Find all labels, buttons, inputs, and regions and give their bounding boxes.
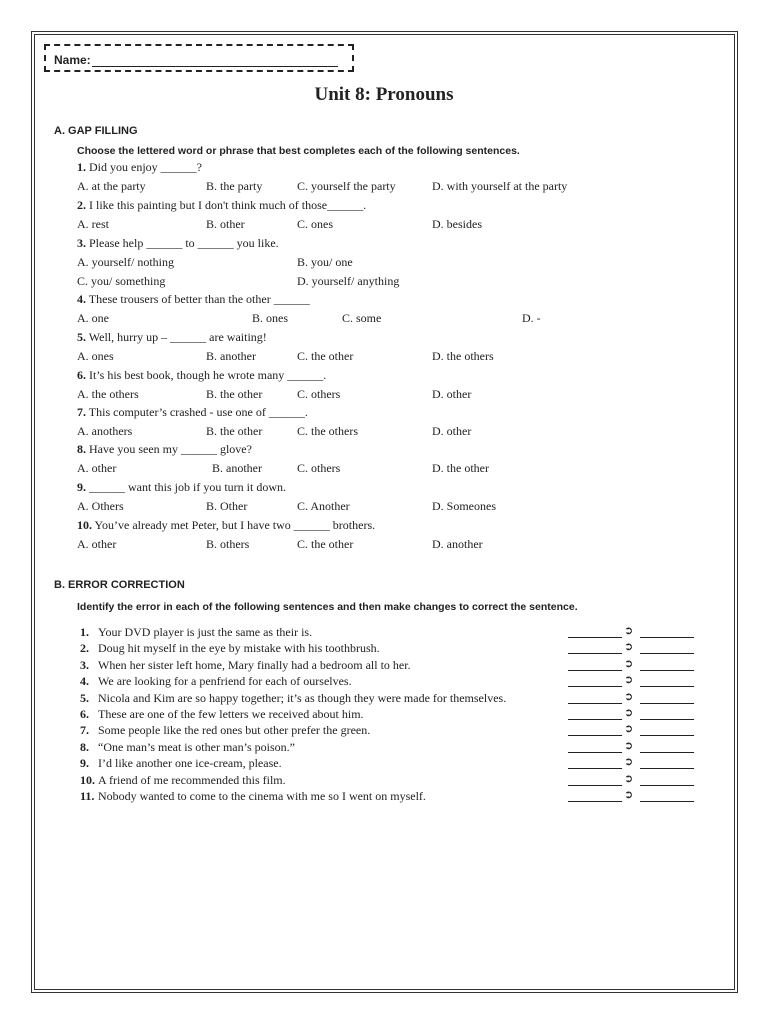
page-border-inner — [34, 34, 735, 990]
item-text: A friend of me recommended this film. — [98, 773, 286, 787]
name-box — [44, 44, 354, 72]
question-4 — [77, 292, 310, 307]
error-item-6 — [80, 707, 364, 722]
item-number: 5. — [80, 691, 89, 705]
item-number: 1. — [80, 625, 89, 639]
correction-blank[interactable] — [640, 785, 694, 786]
option-a[interactable]: A. ones — [77, 349, 114, 363]
correction-blank[interactable] — [640, 768, 694, 769]
item-text: Nobody wanted to come to the cinema with me so I went on myself. — [98, 789, 426, 803]
option-b[interactable]: B. Other — [206, 499, 248, 513]
error-item-10 — [80, 773, 286, 788]
error-item-8 — [80, 740, 295, 755]
error-blank[interactable] — [568, 801, 622, 802]
error-item-7 — [80, 723, 370, 738]
item-number: 2. — [80, 641, 89, 655]
item-text: “One man’s meat is other man’s poison.” — [98, 740, 295, 754]
answer-blanks — [568, 659, 694, 671]
question-1 — [77, 160, 202, 175]
correction-blank[interactable] — [640, 719, 694, 720]
question-number: 4. — [77, 292, 86, 306]
question-text: You’ve already met Peter, but I have two ______ brothers. — [92, 518, 376, 532]
page-title: Unit 8: Pronouns — [314, 84, 454, 105]
error-item-11 — [80, 789, 426, 804]
answer-blanks — [568, 741, 694, 753]
question-number: 10. — [77, 518, 92, 532]
error-blank[interactable] — [568, 670, 622, 671]
arrow-icon: ➲ — [624, 706, 634, 719]
option-c[interactable]: C. others — [297, 461, 341, 475]
name-input-line[interactable] — [92, 66, 338, 67]
error-blank[interactable] — [568, 719, 622, 720]
option-a[interactable]: A. at the party — [77, 179, 146, 193]
option-b[interactable]: B. you/ one — [297, 255, 353, 269]
question-text: I like this painting but I don't think much of those______. — [86, 198, 367, 212]
option-c[interactable]: C. ones — [297, 217, 333, 231]
option-d[interactable]: D. the other — [432, 461, 489, 475]
option-b[interactable]: B. another — [206, 349, 256, 363]
error-item-2 — [80, 641, 380, 656]
option-d[interactable]: D. another — [432, 537, 483, 551]
question-8 — [77, 442, 252, 457]
section-b-instruction: Identify the error in each of the following sentences and then make changes to correct the sentence. — [77, 601, 578, 613]
question-number: 3. — [77, 236, 86, 250]
option-c[interactable]: C. Another — [297, 499, 350, 513]
option-a[interactable]: A. other — [77, 537, 117, 551]
correction-blank[interactable] — [640, 653, 694, 654]
question-text: It’s his best book, though he wrote many ______. — [86, 368, 327, 382]
error-blank[interactable] — [568, 637, 622, 638]
item-text: Some people like the red ones but other prefer the green. — [98, 723, 371, 737]
question-6 — [77, 368, 326, 383]
question-number: 5. — [77, 330, 86, 344]
question-5 — [77, 330, 267, 345]
option-c[interactable]: C. you/ something — [77, 274, 166, 288]
arrow-icon: ➲ — [624, 788, 634, 801]
arrow-icon: ➲ — [624, 640, 634, 653]
question-9 — [77, 480, 286, 495]
option-a[interactable]: A. one — [77, 311, 109, 325]
item-text: I’d like another one ice-cream, please. — [98, 756, 282, 770]
question-text: Please help ______ to ______ you like. — [86, 236, 279, 250]
error-item-4 — [80, 674, 352, 689]
error-item-9 — [80, 756, 282, 771]
error-item-5 — [80, 691, 506, 706]
error-blank[interactable] — [568, 785, 622, 786]
arrow-icon: ➲ — [624, 755, 634, 768]
error-blank[interactable] — [568, 735, 622, 736]
item-text: When her sister left home, Mary finally had a bedroom all to her. — [98, 658, 411, 672]
correction-blank[interactable] — [640, 735, 694, 736]
error-blank[interactable] — [568, 703, 622, 704]
option-a[interactable]: A. rest — [77, 217, 109, 231]
option-b[interactable]: B. others — [206, 537, 250, 551]
item-text: We are looking for a penfriend for each of ourselves. — [98, 674, 352, 688]
item-number: 9. — [80, 756, 89, 770]
name-label: Name: — [54, 53, 91, 67]
item-text: Doug hit myself in the eye by mistake with his toothbrush. — [98, 641, 380, 655]
item-text: Your DVD player is just the same as their is. — [98, 625, 313, 639]
correction-blank[interactable] — [640, 670, 694, 671]
option-c[interactable]: C. the other — [297, 537, 354, 551]
section-a-instruction: Choose the lettered word or phrase that best completes each of the following sentences. — [77, 145, 520, 157]
option-c[interactable]: C. the others — [297, 424, 358, 438]
option-c[interactable]: C. yourself the party — [297, 179, 396, 193]
question-10 — [77, 518, 375, 533]
option-c[interactable]: C. some — [342, 311, 382, 325]
error-blank[interactable] — [568, 686, 622, 687]
item-number: 6. — [80, 707, 89, 721]
answer-blanks — [568, 724, 694, 736]
option-a[interactable]: A. Others — [77, 499, 124, 513]
question-number: 8. — [77, 442, 86, 456]
item-number: 3. — [80, 658, 89, 672]
item-text: These are one of the few letters we received about him. — [98, 707, 364, 721]
error-item-1 — [80, 625, 312, 640]
option-b[interactable]: B. the other — [206, 424, 263, 438]
option-b[interactable]: B. another — [212, 461, 262, 475]
answer-blanks — [568, 642, 694, 654]
question-text: ______ want this job if you turn it down. — [86, 480, 286, 494]
question-3 — [77, 236, 279, 251]
option-d[interactable]: D. other — [432, 424, 472, 438]
option-c[interactable]: C. the other — [297, 349, 354, 363]
question-number: 2. — [77, 198, 86, 212]
item-text: Nicola and Kim are so happy together; it’s as though they were made for themselves. — [98, 691, 507, 705]
section-a-heading: A. GAP FILLING — [54, 125, 138, 137]
correction-blank[interactable] — [640, 703, 694, 704]
option-a[interactable]: A. other — [77, 461, 117, 475]
error-blank[interactable] — [568, 653, 622, 654]
error-blank[interactable] — [568, 768, 622, 769]
question-2 — [77, 198, 366, 213]
item-number: 7. — [80, 723, 89, 737]
arrow-icon: ➲ — [624, 673, 634, 686]
question-number: 1. — [77, 160, 86, 174]
option-d[interactable]: D. the others — [432, 349, 494, 363]
answer-blanks — [568, 774, 694, 786]
option-d[interactable]: D. with yourself at the party — [432, 179, 568, 193]
option-b[interactable]: B. the party — [206, 179, 263, 193]
option-b[interactable]: B. the other — [206, 387, 263, 401]
item-number: 10. — [80, 773, 95, 787]
option-d[interactable]: D. - — [522, 311, 541, 325]
answer-blanks — [568, 757, 694, 769]
option-d[interactable]: D. yourself/ anything — [297, 274, 400, 288]
option-d[interactable]: D. other — [432, 387, 472, 401]
section-b-heading: B. ERROR CORRECTION — [54, 579, 185, 591]
arrow-icon: ➲ — [624, 772, 634, 785]
question-text: Well, hurry up – ______ are waiting! — [86, 330, 267, 344]
item-number: 4. — [80, 674, 89, 688]
option-d[interactable]: D. besides — [432, 217, 482, 231]
question-number: 9. — [77, 480, 86, 494]
answer-blanks — [568, 626, 694, 638]
question-number: 7. — [77, 405, 86, 419]
arrow-icon: ➲ — [624, 722, 634, 735]
option-a[interactable]: A. anothers — [77, 424, 133, 438]
arrow-icon: ➲ — [624, 657, 634, 670]
arrow-icon: ➲ — [624, 739, 634, 752]
question-text: These trousers of better than the other ______ — [86, 292, 310, 306]
question-7 — [77, 405, 308, 420]
question-number: 6. — [77, 368, 86, 382]
option-a[interactable]: A. yourself/ nothing — [77, 255, 174, 269]
question-text: Did you enjoy ______? — [86, 160, 202, 174]
answer-blanks — [568, 708, 694, 720]
question-text: Have you seen my ______ glove? — [86, 442, 252, 456]
option-a[interactable]: A. the others — [77, 387, 139, 401]
option-c[interactable]: C. others — [297, 387, 341, 401]
arrow-icon: ➲ — [624, 624, 634, 637]
option-d[interactable]: D. Someones — [432, 499, 496, 513]
item-number: 11. — [80, 789, 95, 803]
error-item-3 — [80, 658, 411, 673]
error-blank[interactable] — [568, 752, 622, 753]
question-text: This computer’s crashed - use one of ______. — [86, 405, 308, 419]
correction-blank[interactable] — [640, 752, 694, 753]
option-b[interactable]: B. ones — [252, 311, 288, 325]
correction-blank[interactable] — [640, 637, 694, 638]
arrow-icon: ➲ — [624, 690, 634, 703]
answer-blanks — [568, 675, 694, 687]
answer-blanks — [568, 790, 694, 802]
item-number: 8. — [80, 740, 89, 754]
correction-blank[interactable] — [640, 801, 694, 802]
answer-blanks — [568, 692, 694, 704]
correction-blank[interactable] — [640, 686, 694, 687]
option-b[interactable]: B. other — [206, 217, 245, 231]
